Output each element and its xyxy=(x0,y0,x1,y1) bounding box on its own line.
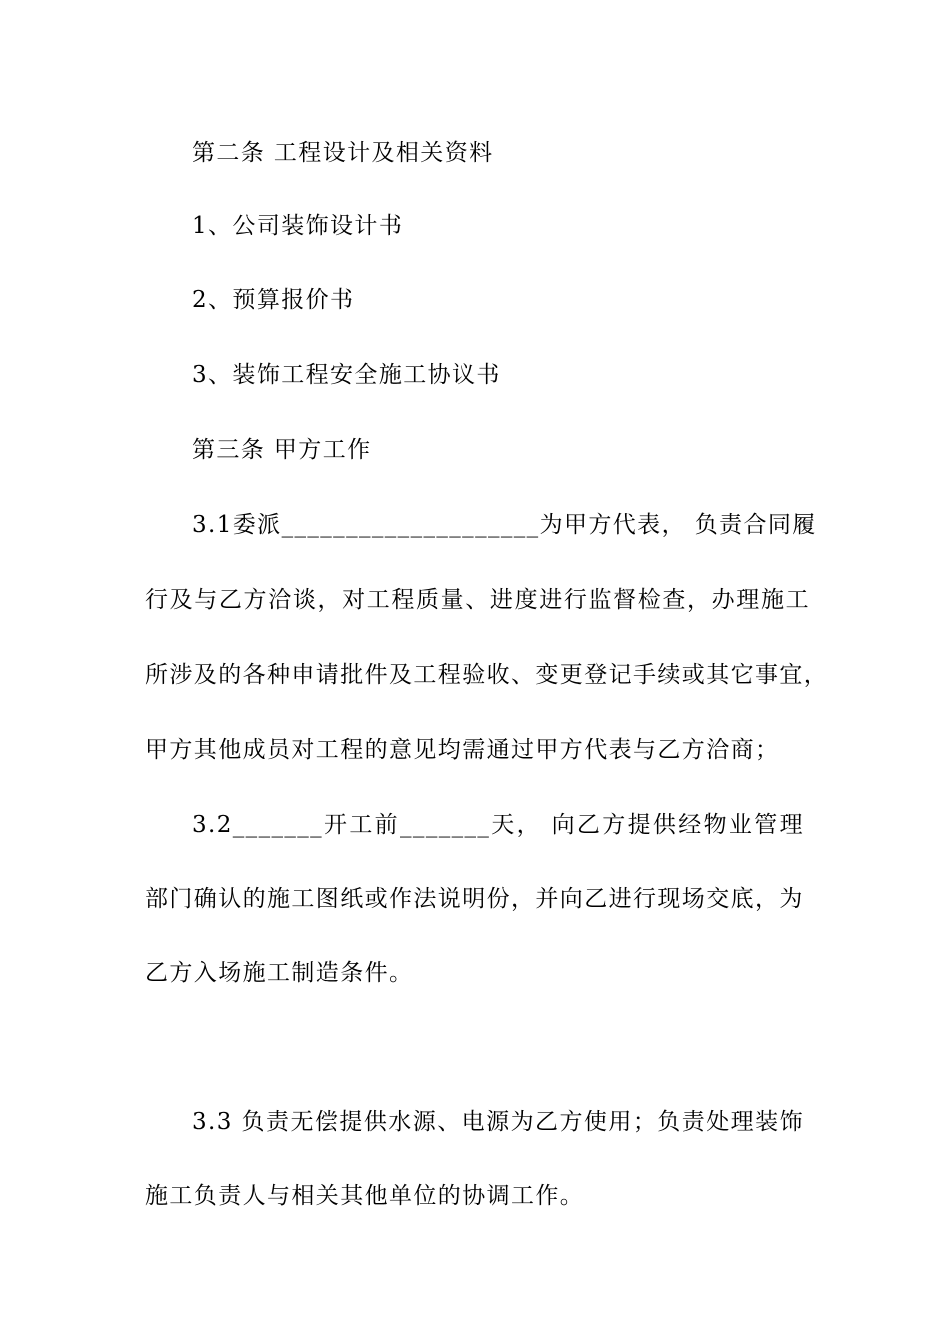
list-item-3: 3、装饰工程安全施工协议书 xyxy=(192,362,501,388)
list-item-1: 1、公司装饰设计书 xyxy=(192,213,404,239)
article-2-heading: 第二条 工程设计及相关资料 xyxy=(192,140,494,166)
clause-3-2-line-1: 3.2_______开工前_______天， 向乙方提供经物业管理 xyxy=(192,812,804,838)
clause-3-3-line-1: 3.3 负责无偿提供水源、电源为乙方使用；负责处理装饰 xyxy=(192,1109,804,1135)
clause-3-2-line-2: 部门确认的施工图纸或作法说明份，并向乙进行现场交底，为 xyxy=(145,886,804,912)
clause-3-1-line-1: 3.1委派____________________为甲方代表， 负责合同履 xyxy=(192,512,817,538)
list-item-2: 2、预算报价书 xyxy=(192,287,355,313)
clause-3-1-line-2: 行及与乙方洽谈，对工程质量、进度进行监督检查，办理施工 xyxy=(145,587,810,613)
article-3-heading: 第三条 甲方工作 xyxy=(192,437,372,463)
clause-3-1-line-4: 甲方其他成员对工程的意见均需通过甲方代表与乙方洽商； xyxy=(145,737,780,763)
clause-3-3-line-2: 施工负责人与相关其他单位的协调工作。 xyxy=(145,1183,585,1209)
clause-3-2-line-3: 乙方入场施工制造条件。 xyxy=(145,960,414,986)
clause-3-1-line-3: 所涉及的各种申请批件及工程验收、变更登记手续或其它事宜， xyxy=(145,662,829,688)
